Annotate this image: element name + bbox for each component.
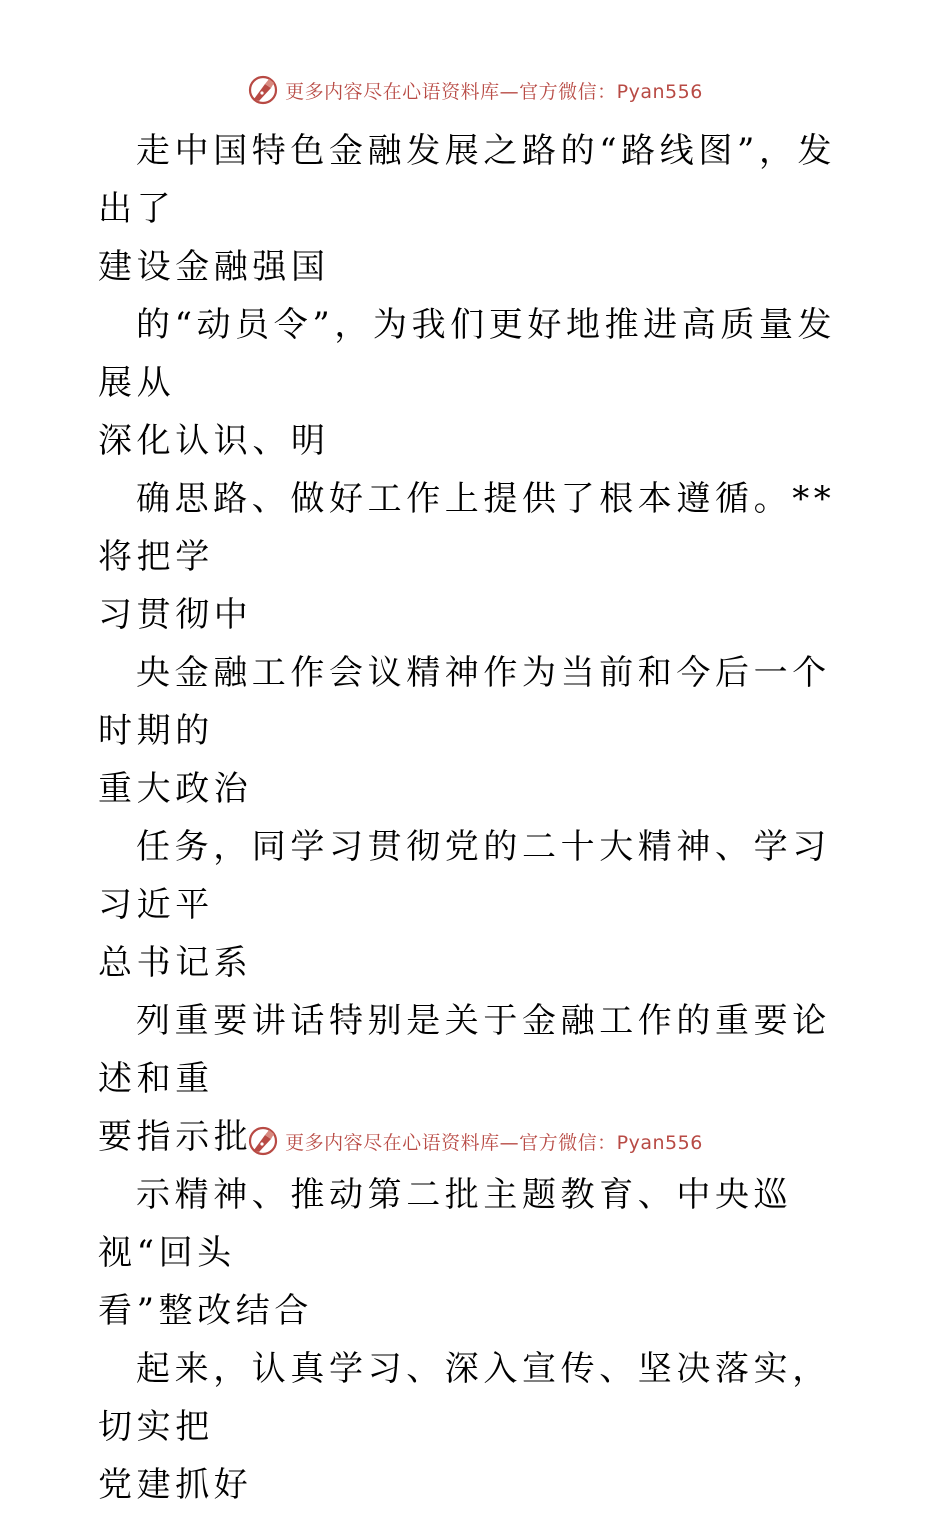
paragraph-7-line-1: 示精神、推动第二批主题教育、中央巡视“回头 [98, 1175, 793, 1273]
paragraph-5 [98, 818, 858, 992]
paragraph-1-line-1: 走中国特色金融发展之路的“路线图”，发出了 [98, 131, 837, 229]
paragraph-6-line-2: 要指示批 [98, 1117, 253, 1157]
header-watermark-banner [0, 70, 950, 110]
paragraph-5-line-1: 任务，同学习贯彻党的二十大精神、学习习近平 [98, 827, 831, 925]
header-watermark-text: 更多内容尽在心语资料库—官方微信：Pyan556 [285, 80, 703, 103]
pen-nib-logo-icon [247, 1125, 279, 1157]
paragraph-8 [98, 1340, 858, 1514]
paragraph-5-line-2: 总书记系 [98, 943, 253, 983]
paragraph-4 [98, 644, 858, 818]
paragraph-8-line-2: 党建抓好 [98, 1465, 253, 1505]
paragraph-3-line-1: 确思路、做好工作上提供了根本遵循。**将把学 [98, 479, 836, 577]
pen-nib-logo-icon [247, 74, 279, 106]
paragraph-3-line-2: 习贯彻中 [98, 595, 253, 635]
paragraph-3 [98, 470, 858, 644]
paragraph-7 [98, 1166, 858, 1340]
document-body [98, 122, 858, 1514]
paragraph-2-line-1: 的“动员令”，为我们更好地推进高质量发展从 [98, 305, 837, 403]
footer-watermark-text: 更多内容尽在心语资料库—官方微信：Pyan556 [285, 1131, 703, 1154]
paragraph-4-line-2: 重大政治 [98, 769, 253, 809]
paragraph-8-line-1: 起来，认真学习、深入宣传、坚决落实，切实把 [98, 1349, 831, 1447]
footer-watermark-banner [0, 1121, 950, 1161]
paragraph-2 [98, 296, 858, 470]
paragraph-4-line-1: 央金融工作会议精神作为当前和今后一个时期的 [98, 653, 831, 751]
paragraph-2-line-2: 深化认识、明 [98, 421, 330, 461]
paragraph-6-line-1: 列重要讲话特别是关于金融工作的重要论述和重 [98, 1001, 831, 1099]
paragraph-1-line-2: 建设金融强国 [98, 247, 330, 287]
paragraph-1 [98, 122, 858, 296]
paragraph-7-line-2: 看”整改结合 [98, 1291, 313, 1331]
